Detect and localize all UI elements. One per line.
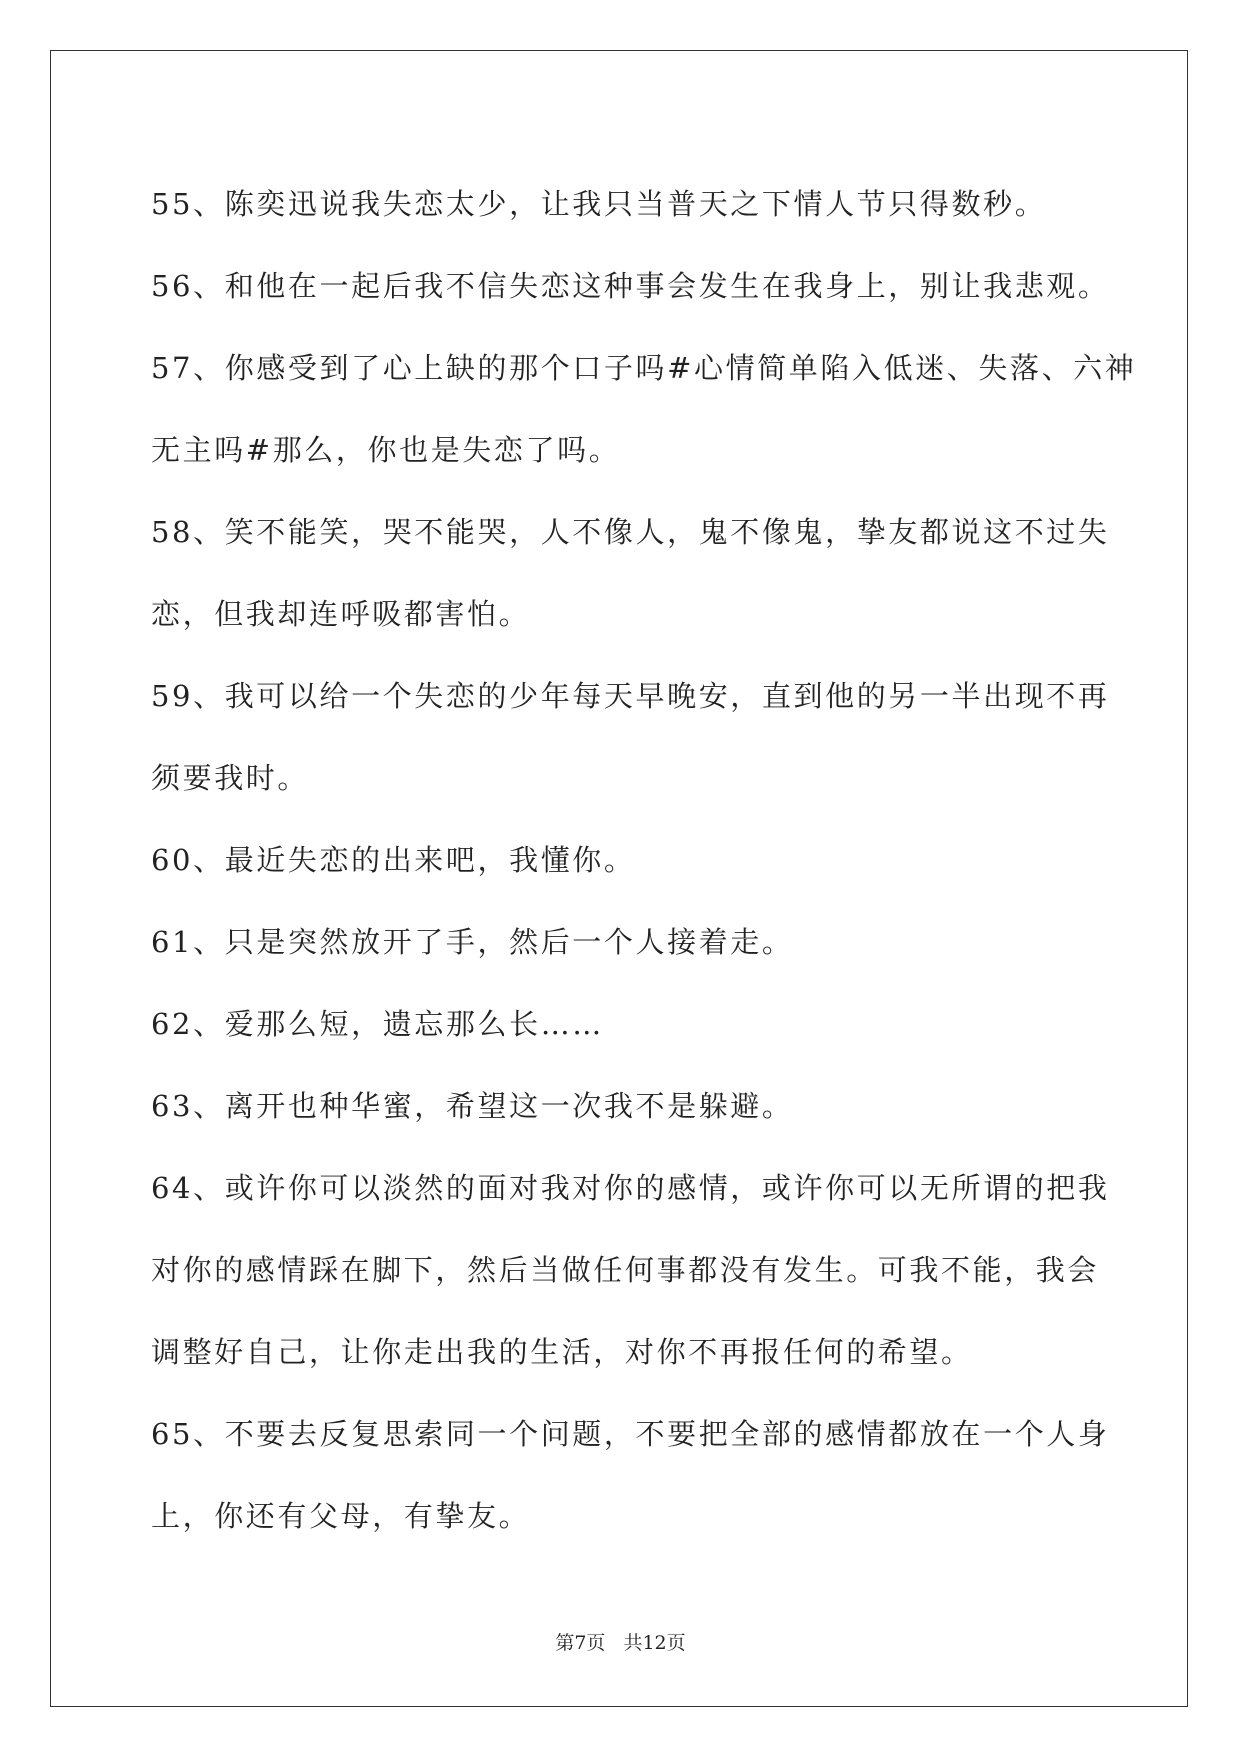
entry-65	[151, 1393, 1110, 1557]
entry-line: 56、和他在一起后我不信失恋这种事会发生在我身上，别让我悲观。	[151, 269, 1110, 303]
entry-line: 调整好自己，让你走出我的生活，对你不再报任何的希望。	[151, 1335, 973, 1369]
entry-line: 61、只是突然放开了手，然后一个人接着走。	[151, 925, 794, 959]
entry-63	[151, 1065, 1091, 1147]
entry-59	[151, 655, 1110, 819]
entry-57	[151, 327, 1137, 491]
entry-line: 对你的感情踩在脚下，然后当做任何事都没有发生。可我不能，我会	[151, 1253, 1100, 1287]
entry-line: 须要我时。	[151, 761, 310, 795]
entry-60	[151, 819, 1091, 901]
entry-line: 无主吗#那么，你也是失恋了吗。	[151, 433, 621, 467]
entry-line: 57、你感受到了心上缺的那个口子吗#心情简单陷入低迷、失落、六神	[151, 351, 1137, 385]
entry-56	[151, 245, 1110, 327]
entry-line: 64、或许你可以淡然的面对我对你的感情，或许你可以无所谓的把我	[151, 1171, 1110, 1205]
page-footer	[0, 1628, 1241, 1655]
page-total: 共12页	[623, 1632, 686, 1654]
document-body	[151, 163, 1137, 1557]
entry-line: 58、笑不能笑，哭不能哭，人不像人，鬼不像鬼，挚友都说这不过失	[151, 515, 1110, 549]
entry-line: 62、爱那么短，遗忘那么长……	[151, 1007, 604, 1041]
entry-line: 55、陈奕迅说我失恋太少，让我只当普天之下情人节只得数秒。	[151, 187, 1047, 221]
entry-line: 65、不要去反复思索同一个问题，不要把全部的感情都放在一个人身	[151, 1417, 1110, 1451]
entry-line: 59、我可以给一个失恋的少年每天早晚安，直到他的另一半出现不再	[151, 679, 1110, 713]
entry-line: 上，你还有父母，有挚友。	[151, 1499, 531, 1533]
entry-61	[151, 901, 1091, 983]
page-number: 第7页	[555, 1632, 606, 1654]
entry-line: 63、离开也种华蜜，希望这一次我不是躲避。	[151, 1089, 794, 1123]
entry-line: 恋，但我却连呼吸都害怕。	[151, 597, 531, 631]
entry-64	[151, 1147, 1110, 1393]
entry-line: 60、最近失恋的出来吧，我懂你。	[151, 843, 636, 877]
entry-62	[151, 983, 1091, 1065]
entry-58	[151, 491, 1110, 655]
entry-55	[151, 163, 1091, 245]
